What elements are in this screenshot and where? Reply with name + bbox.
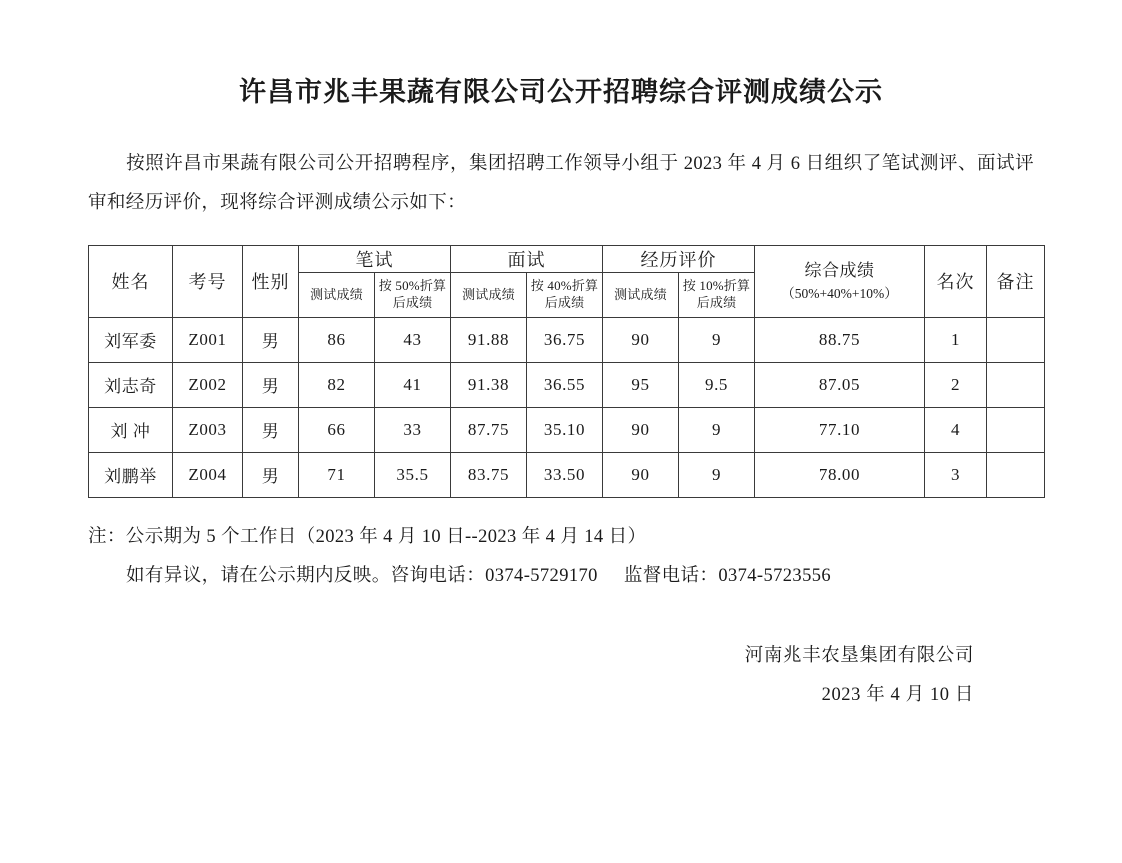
cell-rank: 3 (925, 452, 987, 497)
document-page (0, 70, 1122, 863)
cell-total: 78.00 (755, 452, 925, 497)
table-body (89, 317, 1045, 497)
col-header-interview-weighted: 按 40%折算后成绩 (527, 272, 603, 317)
cell-experience-weighted: 9 (679, 452, 755, 497)
col-header-experience-weighted: 按 10%折算后成绩 (679, 272, 755, 317)
cell-name: 刘鹏举 (89, 452, 173, 497)
cell-written-weighted: 41 (375, 362, 451, 407)
col-header-interview: 面试 (451, 245, 603, 272)
cell-rank: 4 (925, 407, 987, 452)
cell-total: 77.10 (755, 407, 925, 452)
cell-exam-no: Z003 (173, 407, 243, 452)
signature-block (88, 637, 1034, 715)
table-row (89, 452, 1045, 497)
cell-interview-raw: 87.75 (451, 407, 527, 452)
col-header-gender: 性别 (243, 245, 299, 317)
cell-written-raw: 86 (299, 317, 375, 362)
col-header-total-main: 综合成绩 (804, 261, 875, 281)
col-header-name: 姓名 (89, 245, 173, 317)
cell-written-raw: 82 (299, 362, 375, 407)
table-row (89, 317, 1045, 362)
table-header (89, 245, 1045, 317)
cell-written-raw: 71 (299, 452, 375, 497)
cell-total: 88.75 (755, 317, 925, 362)
intro-paragraph (88, 145, 1034, 223)
note-contact-inquiry: 如有异议，请在公示期内反映。咨询电话：0374-5729170 (126, 565, 598, 586)
cell-experience-weighted: 9.5 (679, 362, 755, 407)
col-header-total-sub: （50%+40%+10%） (781, 285, 898, 301)
cell-gender: 男 (243, 317, 299, 362)
col-header-rank: 名次 (925, 245, 987, 317)
cell-experience-weighted: 9 (679, 407, 755, 452)
col-header-exam-no: 考号 (173, 245, 243, 317)
col-header-experience-raw: 测试成绩 (603, 272, 679, 317)
cell-name: 刘志奇 (89, 362, 173, 407)
col-header-total (755, 245, 925, 317)
cell-name: 刘军委 (89, 317, 173, 362)
note-publicity-period: 注：公示期为 5 个工作日（2023 年 4 月 10 日--2023 年 4 月 14 日） (88, 526, 647, 547)
col-header-interview-raw: 测试成绩 (451, 272, 527, 317)
cell-interview-weighted: 35.10 (527, 407, 603, 452)
cell-written-weighted: 33 (375, 407, 451, 452)
cell-interview-weighted: 36.55 (527, 362, 603, 407)
cell-experience-weighted: 9 (679, 317, 755, 362)
note-contact-supervision: 监督电话：0374-5723556 (623, 565, 832, 586)
cell-interview-weighted: 36.75 (527, 317, 603, 362)
signature-date: 2023 年 4 月 10 日 (821, 685, 974, 706)
page-title: 许昌市兆丰果蔬有限公司公开招聘综合评测成绩公示 (239, 77, 883, 107)
table-row (89, 407, 1045, 452)
cell-gender: 男 (243, 452, 299, 497)
cell-interview-weighted: 33.50 (527, 452, 603, 497)
cell-experience-raw: 90 (603, 452, 679, 497)
cell-remark (987, 362, 1045, 407)
col-header-written-weighted: 按 50%折算后成绩 (375, 272, 451, 317)
cell-total: 87.05 (755, 362, 925, 407)
cell-remark (987, 452, 1045, 497)
col-header-remark: 备注 (987, 245, 1045, 317)
signature-organization: 河南兆丰农垦集团有限公司 (744, 646, 974, 667)
cell-interview-raw: 83.75 (451, 452, 527, 497)
col-header-experience: 经历评价 (603, 245, 755, 272)
notes-block (88, 518, 1034, 596)
intro-text: 按照许昌市果蔬有限公司公开招聘程序，集团招聘工作领导小组于 2023 年 4 月 6 日组织了笔试测评、面试评审和经历评价，现将综合评测成绩公示如下： (88, 154, 1034, 213)
cell-written-weighted: 43 (375, 317, 451, 362)
scores-table (88, 245, 1045, 498)
cell-exam-no: Z001 (173, 317, 243, 362)
table-header-row-1 (89, 245, 1045, 272)
cell-rank: 2 (925, 362, 987, 407)
cell-exam-no: Z004 (173, 452, 243, 497)
cell-written-weighted: 35.5 (375, 452, 451, 497)
cell-experience-raw: 95 (603, 362, 679, 407)
cell-gender: 男 (243, 362, 299, 407)
note-contact (88, 557, 1034, 596)
table-row (89, 362, 1045, 407)
cell-interview-raw: 91.88 (451, 317, 527, 362)
cell-remark (987, 407, 1045, 452)
cell-written-raw: 66 (299, 407, 375, 452)
cell-interview-raw: 91.38 (451, 362, 527, 407)
cell-name: 刘 冲 (89, 407, 173, 452)
cell-rank: 1 (925, 317, 987, 362)
cell-exam-no: Z002 (173, 362, 243, 407)
col-header-written-raw: 测试成绩 (299, 272, 375, 317)
col-header-written: 笔试 (299, 245, 451, 272)
cell-experience-raw: 90 (603, 317, 679, 362)
cell-experience-raw: 90 (603, 407, 679, 452)
cell-remark (987, 317, 1045, 362)
cell-gender: 男 (243, 407, 299, 452)
